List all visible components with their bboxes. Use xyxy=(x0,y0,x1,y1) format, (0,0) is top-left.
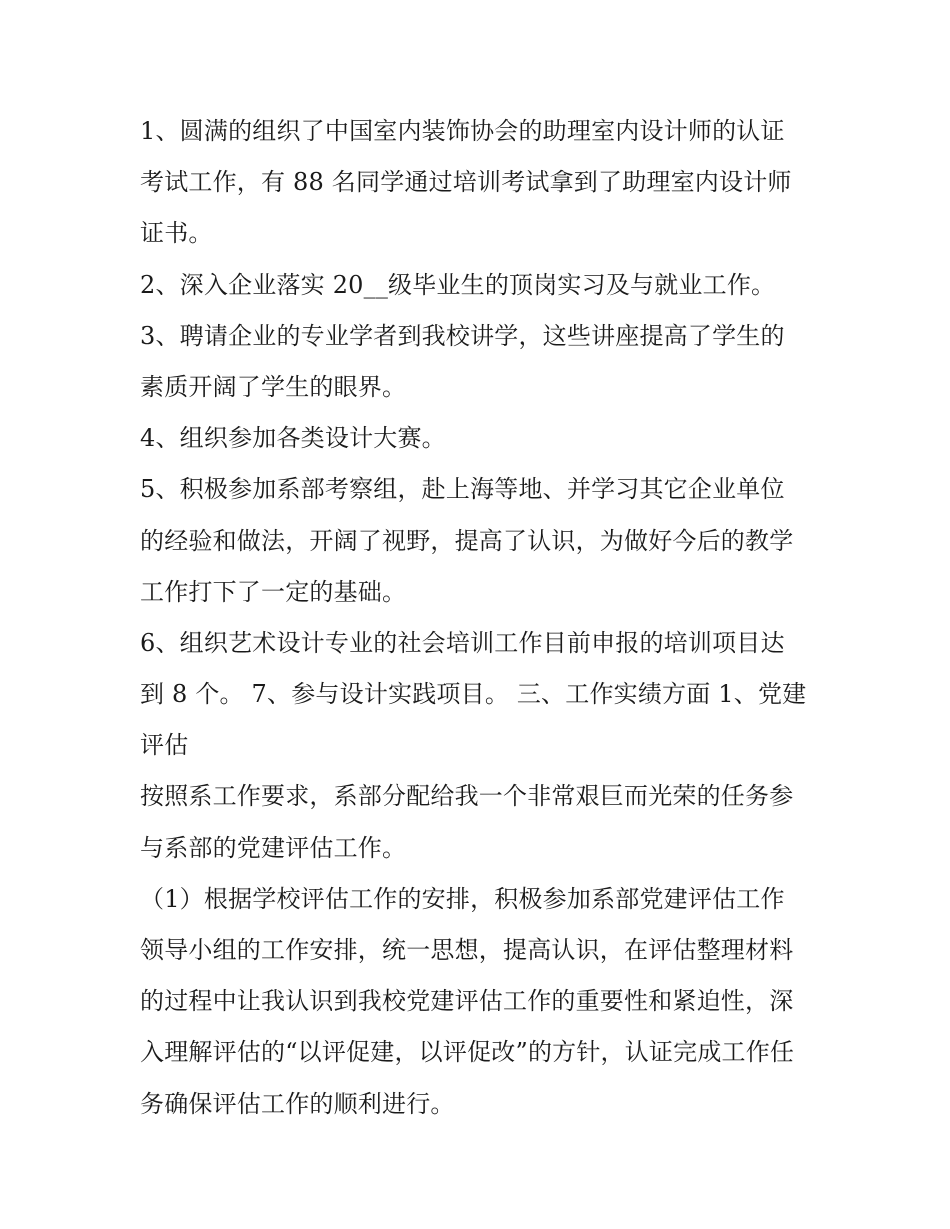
text-line: 1、圆满的组织了中国室内装饰协会的助理室内设计师的认证 xyxy=(140,117,785,145)
text-line: 证书。 xyxy=(140,219,213,248)
document-body xyxy=(140,106,830,1130)
text-line: （1）根据学校评估工作的安排，积极参加系部党建评估工作 xyxy=(140,884,785,913)
text-line: 务确保评估工作的顺利进行。 xyxy=(140,1089,455,1118)
text-line: 6、组织艺术设计专业的社会培训工作目前申报的培训项目达 xyxy=(140,628,785,657)
text-line: 的经验和做法，开阔了视野，提高了认识，为做好今后的教学 xyxy=(140,526,794,555)
text-line: 2、深入企业落实 20__级毕业生的顶岗实习及与就业工作。 xyxy=(140,270,776,299)
text-line: 与系部的党建评估工作。 xyxy=(140,833,407,862)
text-line: 5、积极参加系部考察组，赴上海等地、并学习其它企业单位 xyxy=(140,475,785,504)
text-line: 入理解评估的“以评促建，以评促改”的方针，认证完成工作任 xyxy=(140,1038,795,1067)
text-line: 按照系工作要求，系部分配给我一个非常艰巨而光荣的任务参 xyxy=(140,782,794,811)
text-line: 的过程中让我认识到我校党建评估工作的重要性和紧迫性，深 xyxy=(140,987,794,1016)
text-line: 领导小组的工作安排，统一思想，提高认识，在评估整理材料 xyxy=(140,936,794,964)
text-line: 评估 xyxy=(140,731,189,760)
text-line: 4、组织参加各类设计大赛。 xyxy=(140,424,446,453)
text-line: 到 8 个。 7、参与设计实践项目。 三、工作实绩方面 1、党建 xyxy=(140,680,807,709)
text-line: 素质开阔了学生的眼界。 xyxy=(140,372,407,401)
text-line: 工作打下了一定的基础。 xyxy=(140,577,407,606)
text-line: 考试工作，有 88 名同学通过培训考试拿到了助理室内设计师 xyxy=(140,168,792,197)
text-line: 3、聘请企业的专业学者到我校讲学，这些讲座提高了学生的 xyxy=(140,321,785,350)
